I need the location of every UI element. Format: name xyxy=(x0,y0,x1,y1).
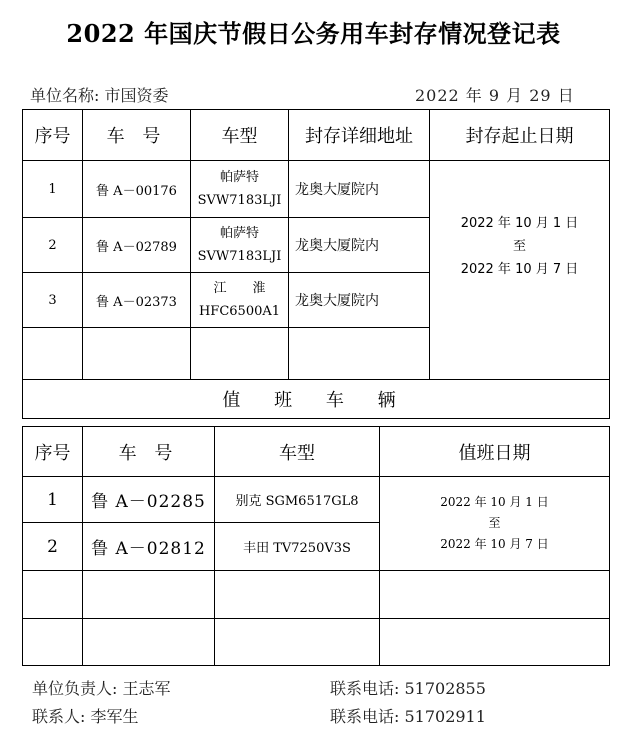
table-header-row xyxy=(23,110,610,161)
date-to: 至 xyxy=(512,238,526,254)
table-header-row xyxy=(23,427,610,477)
empty-cell xyxy=(380,619,610,666)
row-number: 2 xyxy=(23,218,83,273)
unit-leader: 单位负责人: 王志军 xyxy=(32,679,171,698)
date-end: 2022 年 10 月 7 日 xyxy=(460,261,579,277)
header-cell: 序号 xyxy=(23,427,83,477)
page-title: 2022 年国庆节假日公务用车封存情况登记表 xyxy=(66,19,561,48)
table-row xyxy=(23,477,610,523)
table-row xyxy=(23,161,610,218)
section-title: 值 班 车 辆 xyxy=(23,380,610,419)
empty-cell xyxy=(83,328,191,380)
seal-address: 龙奥大厦院内 xyxy=(289,218,430,273)
seal-address: 龙奥大厦院内 xyxy=(289,161,430,218)
header-cell: 车型 xyxy=(215,427,380,477)
header-cell: 序号 xyxy=(23,110,83,161)
empty-cell xyxy=(215,571,380,619)
empty-cell xyxy=(83,571,215,619)
vehicle-model xyxy=(191,273,289,328)
seal-address: 龙奥大厦院内 xyxy=(289,273,430,328)
header-cell: 车型 xyxy=(191,110,289,161)
model-code: HFC6500A1 xyxy=(198,304,281,319)
row-number: 1 xyxy=(23,161,83,218)
model-code: SVW7183LJI xyxy=(197,193,282,208)
leader-phone: 联系电话: 51702855 xyxy=(330,679,486,698)
date-end: 2022 年 10 月 7 日 xyxy=(440,537,549,551)
vehicle-model xyxy=(191,218,289,273)
empty-cell xyxy=(289,328,430,380)
header-cell: 封存起止日期 xyxy=(430,110,610,161)
empty-cell xyxy=(380,571,610,619)
header-cell: 车 号 xyxy=(83,110,191,161)
model-name: 帕萨特 xyxy=(219,226,259,241)
vehicle-model: 丰田 TV7250V3S xyxy=(215,523,380,571)
form-date: 2022 年 9 月 29 日 xyxy=(415,86,575,105)
plate-number: 鲁 A－02373 xyxy=(83,273,191,328)
empty-cell xyxy=(23,571,83,619)
model-name: 江 淮 xyxy=(213,281,266,296)
empty-cell xyxy=(191,328,289,380)
duty-vehicles-table xyxy=(22,426,610,666)
header-cell: 车 号 xyxy=(83,427,215,477)
seal-date-range xyxy=(430,161,610,380)
header-cell: 封存详细地址 xyxy=(289,110,430,161)
row-number: 3 xyxy=(23,273,83,328)
plate-number: 鲁 A－02812 xyxy=(83,523,215,571)
plate-number: 鲁 A－00176 xyxy=(83,161,191,218)
row-number: 1 xyxy=(23,477,83,523)
model-code: SVW7183LJI xyxy=(197,249,282,264)
date-start: 2022 年 10 月 1 日 xyxy=(460,215,579,231)
empty-cell xyxy=(83,619,215,666)
date-start: 2022 年 10 月 1 日 xyxy=(440,495,549,509)
empty-cell xyxy=(215,619,380,666)
sealed-vehicles-table xyxy=(22,109,610,419)
empty-cell xyxy=(23,328,83,380)
empty-cell xyxy=(23,619,83,666)
vehicle-model xyxy=(191,161,289,218)
table-row xyxy=(23,619,610,666)
vehicle-model: 别克 SGM6517GL8 xyxy=(215,477,380,523)
plate-number: 鲁 A－02285 xyxy=(83,477,215,523)
model-name: 帕萨特 xyxy=(219,170,259,185)
date-to: 至 xyxy=(488,516,501,530)
unit-name: 单位名称: 市国资委 xyxy=(30,86,169,105)
section-row xyxy=(23,380,610,419)
duty-date-range xyxy=(380,477,610,571)
contact-phone: 联系电话: 51702911 xyxy=(330,707,486,726)
plate-number: 鲁 A－02789 xyxy=(83,218,191,273)
contact-person: 联系人: 李军生 xyxy=(32,707,139,726)
header-cell: 值班日期 xyxy=(380,427,610,477)
row-number: 2 xyxy=(23,523,83,571)
table-row xyxy=(23,571,610,619)
